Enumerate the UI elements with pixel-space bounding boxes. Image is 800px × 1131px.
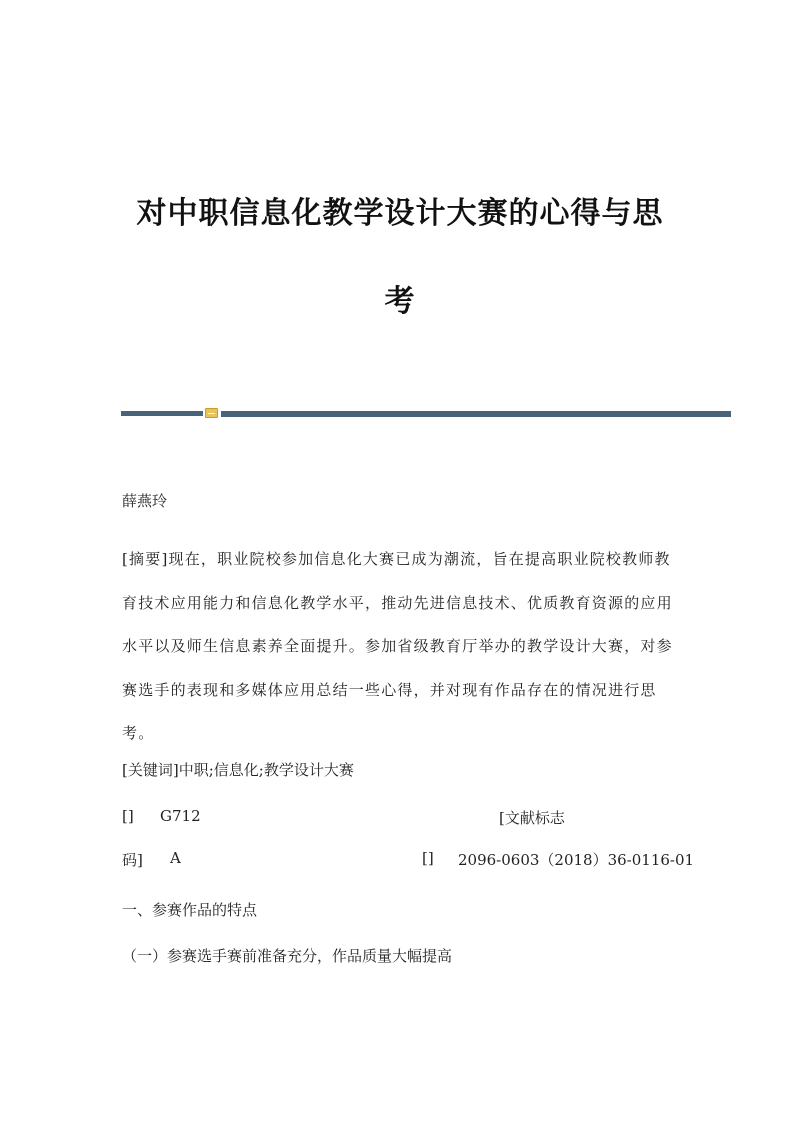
article-number: 2096-0603（2018）36-0116-01 <box>458 851 695 869</box>
keywords-text: 中职;信息化;教学设计大赛 <box>178 761 354 779</box>
document-title-line-1: 对中职信息化教学设计大赛的心得与思 <box>136 196 664 231</box>
doc-label-part1: [文献标志 <box>499 809 565 827</box>
abstract <box>122 538 682 756</box>
divider-bar-left <box>121 411 203 416</box>
clc-code: G712 <box>160 807 201 825</box>
keywords <box>122 759 354 780</box>
article-bracket: [] <box>422 849 434 867</box>
abstract-text: 现在，职业院校参加信息化大赛已成为潮流，旨在提高职业院校教师教育技术应用能力和信息化教学水平，推动先进信息技术、优质教育资源的应用水平以及师生信息素养全面提升。参加省级教育厅举办的教学设计大赛，对参赛选手的表现和多媒体应用总结一些心得，并对现有作品存在的情况进行思考。 <box>122 550 673 742</box>
doc-label-part2: 码] <box>122 851 143 869</box>
clc-bracket: [] <box>122 807 134 825</box>
document-title-line-2: 考 <box>384 284 416 319</box>
section-heading-1: 一、参赛作品的特点 <box>122 901 258 919</box>
author-name: 薛燕玲 <box>122 492 168 510</box>
subsection-heading-1: （一）参赛选手赛前准备充分，作品质量大幅提高 <box>122 947 453 965</box>
doc-code: A <box>170 849 181 867</box>
title-divider <box>121 408 731 418</box>
divider-bar-right <box>221 411 731 417</box>
divider-emblem-icon <box>205 408 218 418</box>
keywords-label: [关键词] <box>122 761 179 779</box>
abstract-label: [摘要] <box>122 550 169 568</box>
